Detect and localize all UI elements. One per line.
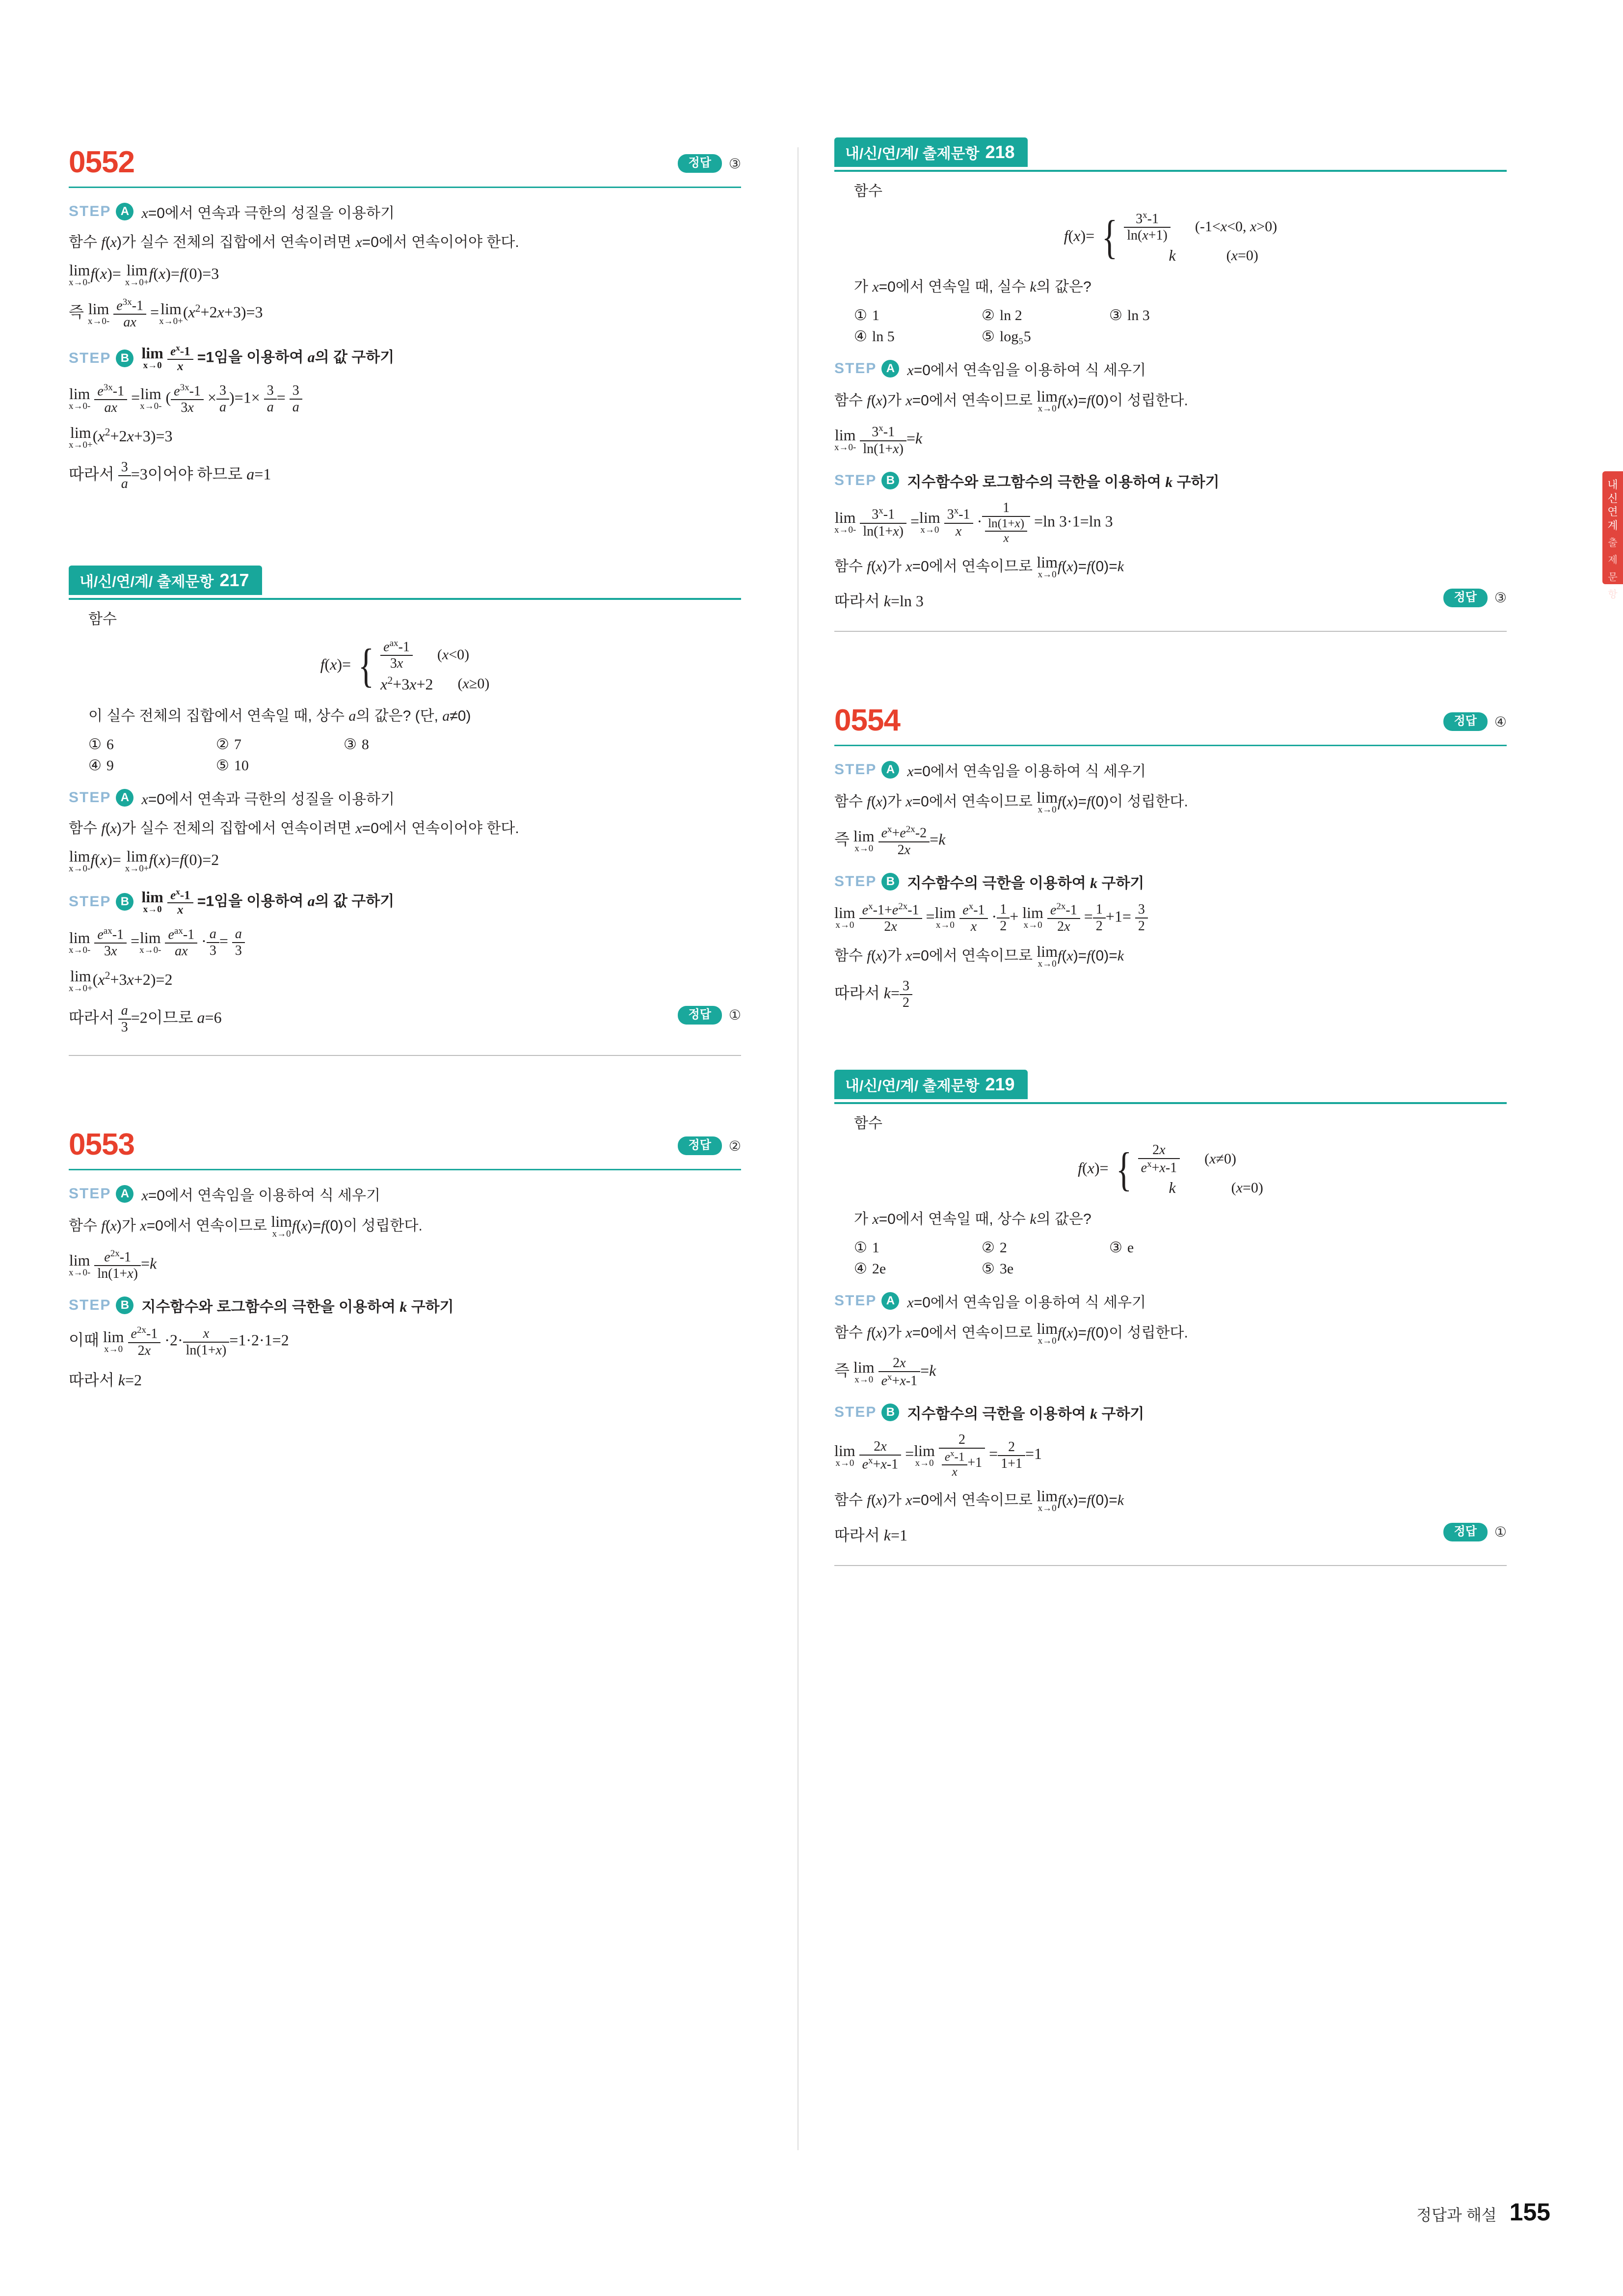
step-b-title: lim x→0 $\frac{e^x-1}{x}$ =1임을 이용하여 a의 값 구하기: [141, 887, 395, 917]
step-badge-b: B: [116, 350, 133, 367]
problem-number: 0554: [834, 703, 900, 738]
page-footer: [1416, 2198, 1550, 2226]
math-line: 따라서 k=2: [69, 1371, 142, 1389]
math-line: lim x→0- $\frac{3^x-1}{\ln(1+x)}$ = lim x→0 $\frac{3^x-1}{x}$ · $\frac{1}{\frac{\ln(1+x)}{x}}$ =ln 3·1=ln 3: [834, 500, 1113, 545]
step-a: [834, 759, 1507, 781]
math-line: lim x→0+ $(x^2+2x+3)=3$: [69, 423, 173, 450]
answer-badge: [1443, 712, 1507, 731]
hamsu-label: 함수: [88, 611, 117, 627]
page-number: 155: [1509, 2198, 1550, 2226]
choice-list: [854, 1239, 1507, 1277]
answer-badge: [678, 154, 741, 173]
step-badge-b: B: [881, 873, 899, 891]
step-label: STEP: [834, 472, 877, 488]
step-b-title: 지수함수와 로그함수의 극한을 이용하여 k 구하기: [141, 1299, 454, 1316]
naeshin-tag-text: 내/신/연/계/ 출제문항: [845, 146, 980, 162]
side-tab-sub-2: 제: [1608, 555, 1618, 566]
hamsu-label: 함수: [854, 1115, 882, 1132]
answer-badge: [678, 1136, 741, 1155]
section-rule: [834, 631, 1507, 632]
math-line: lim x→0 $\frac{2x}{e^x+x-1}$ = lim x→0 2 $\frac{e^x-1}{x}$ +1 = $\frac{2}{1+1}$ =1: [834, 1432, 1042, 1479]
answer-value: ③: [1494, 591, 1507, 606]
step-b-title: 지수함수의 극한을 이용하여 k 구하기: [907, 875, 1144, 891]
step-b: [834, 1402, 1507, 1423]
choice-item[interactable]: ③ 8: [344, 736, 369, 753]
math-line: lim x→0- $\frac{e^{3x}-1}{ax}$ = lim x→0- ( $\frac{e^{3x}-1}{3x}$ × $\frac{3}{a}$ )=1× $\frac{3}{a}$ = $\frac{3}{a}$: [69, 382, 741, 416]
naeshin-tag-text: 내/신/연/계/ 출제문항: [845, 1078, 980, 1094]
math-line: 이때 lim x→0 $\frac{e^{2x}-1}{2x}$ ·2· $\frac{x}{\ln(1+x)}$ =1·2·1=2: [69, 1325, 289, 1358]
step-b: [69, 887, 741, 917]
step-a: [69, 1183, 741, 1205]
text-line: 함수 f(x)가 x=0에서 연속이므로 lim x→0 f(x)=f(0)이 성립한다.: [834, 387, 1188, 414]
naeshin-tag-text: 내/신/연/계/ 출제문항: [80, 573, 214, 590]
choice-item[interactable]: ④ 2e: [854, 1261, 886, 1277]
step-badge-a: A: [116, 203, 133, 220]
step-badge-b: B: [881, 1404, 899, 1421]
left-column: [69, 147, 741, 1399]
side-tab-line-1: 내: [1607, 479, 1618, 491]
math-line: 즉 lim x→0 $\frac{e^x+e^{2x}-2}{2x}$ =k: [834, 824, 946, 858]
math-line: 즉 lim x→0- $\frac{e^{3x}-1}{ax}$ = lim x→0+ $(x^2+2x+3)=3$: [69, 297, 263, 330]
naeshin-tag: [69, 566, 262, 595]
choice-item[interactable]: ② ln 2: [982, 307, 1022, 324]
step-label: STEP: [69, 1297, 111, 1314]
math-line: 즉 lim x→0 $\frac{2x}{e^x+x-1}$ =k: [834, 1355, 936, 1389]
question-text: 이 실수 전체의 집합에서 연속일 때, 상수 a의 값은? (단, a≠0): [88, 707, 471, 724]
math-line: lim x→0- $\frac{e^{ax}-1}{3x}$ = lim x→0- $\frac{e^{ax}-1}{ax}$ · $\frac{a}{3}$ = $\frac{a}{3}$: [69, 926, 741, 959]
step-a: [834, 1290, 1507, 1312]
step-badge-b: B: [116, 893, 133, 911]
choice-item[interactable]: ③ e: [1109, 1240, 1134, 1256]
naeshin-tag-number: 218: [985, 142, 1015, 162]
function-definition: f(x)= { $\frac{e^{ax}-1}{3x}$ (x<0) $x^2+3x+2$ (x≥0): [320, 638, 490, 693]
right-column: [834, 142, 1507, 1566]
step-label: STEP: [69, 789, 111, 806]
answer-value: ③: [728, 156, 741, 171]
side-tab-line-3: 연: [1607, 506, 1618, 518]
answer-label: 정답: [1443, 712, 1488, 731]
question-text: 가 x=0에서 연속일 때, 실수 k의 값은?: [854, 279, 1091, 296]
text-line: 함수 f(x)가 x=0에서 연속이므로 lim x→0 f(x)=f(0)이 성립한다.: [69, 1213, 423, 1240]
solution-block-218: [834, 137, 1507, 632]
step-badge-b: B: [116, 1297, 133, 1314]
answer-label: 정답: [1443, 1523, 1488, 1541]
answer-value: ②: [728, 1138, 741, 1154]
step-b: [834, 871, 1507, 892]
text-line: 함수 f(x)가 실수 전체의 집합에서 연속이려면 x=0에서 연속이어야 한다.: [69, 234, 519, 250]
section-rule: [69, 1055, 741, 1056]
side-tab-line-2: 신: [1607, 492, 1618, 505]
step-a-title: x=0에서 연속임을 이용하여 식 세우기: [907, 1295, 1146, 1311]
answer-label: 정답: [678, 1136, 722, 1155]
section-rule: [834, 1565, 1507, 1566]
solution-block-0553: [69, 1130, 741, 1390]
math-line: 따라서 k=ln 3 정답 ③: [834, 589, 1507, 611]
footer-label: 정답과 해설: [1416, 2206, 1497, 2224]
solution-block-217: [69, 566, 741, 1056]
math-line: lim x→0- f(x)= lim x→0+ f(x)=f(0)=3: [69, 261, 219, 288]
step-a: [69, 201, 741, 222]
step-a-title: x=0에서 연속임을 이용하여 식 세우기: [907, 362, 1146, 379]
choice-item[interactable]: ① 1: [854, 1240, 879, 1256]
math-line: lim x→0- $\frac{3^x-1}{\ln(1+x)}$ =k: [834, 423, 923, 457]
step-a: [834, 358, 1507, 379]
step-badge-a: A: [881, 360, 899, 378]
solution-block-0552: [69, 147, 741, 492]
question-text: 가 x=0에서 연속일 때, 상수 k의 값은?: [854, 1211, 1091, 1228]
choice-item[interactable]: ④ ln 5: [854, 328, 895, 345]
math-line: 따라서 k=1 정답 ①: [834, 1523, 1507, 1545]
naeshin-tag-number: 217: [219, 569, 249, 590]
side-tab-sub-1: 출: [1608, 538, 1618, 548]
side-tab-sub-3: 문: [1608, 572, 1618, 583]
step-label: STEP: [834, 873, 877, 890]
choice-item[interactable]: ① 6: [88, 736, 114, 753]
step-label: STEP: [834, 761, 877, 778]
section-rule: [69, 187, 741, 188]
step-a: [69, 787, 741, 809]
math-line: 따라서 k= $\frac{3}{2}$: [834, 978, 1507, 1011]
naeshin-tag: [834, 137, 1028, 167]
math-line: lim x→0- $\frac{e^{2x}-1}{\ln(1+x)}$ =k: [69, 1248, 157, 1282]
section-rule: [834, 745, 1507, 746]
math-line: lim x→0 $\frac{e^x-1+e^{2x}-1}{2x}$ = lim x→0 $\frac{e^x-1}{x}$ · $\frac{1}{2}$ + lim x→0 $\frac{e^{2x}-1}{2x}$ = $\frac{1}{2}$ +1= $\frac{3}{2}$: [834, 901, 1507, 935]
choice-item[interactable]: ⑤ log₅5: [982, 328, 1031, 345]
answer-label: 정답: [678, 154, 722, 173]
step-label: STEP: [69, 1186, 111, 1202]
answer-label: 정답: [678, 1006, 722, 1025]
side-tab-naeshin: [1602, 471, 1623, 600]
math-line: lim x→0- f(x)= lim x→0+ f(x)=f(0)=2: [69, 847, 219, 874]
section-rule: [834, 1102, 1507, 1104]
step-label: STEP: [69, 893, 111, 910]
naeshin-tag: [834, 1070, 1028, 1099]
step-label: STEP: [834, 360, 877, 377]
answer-label: 정답: [1443, 589, 1488, 607]
choice-list: [854, 307, 1507, 345]
answer-value: ①: [1494, 1524, 1507, 1540]
step-label: STEP: [69, 203, 111, 219]
step-a-title: x=0에서 연속임을 이용하여 식 세우기: [907, 763, 1146, 780]
answer-value: ④: [1494, 714, 1507, 729]
step-b-title: lim x→0 $\frac{e^x-1}{x}$ =1임을 이용하여 a의 값 구하기: [141, 343, 395, 373]
step-label: STEP: [69, 350, 111, 366]
math-line: lim x→0+ $(x^2+3x+2)=2$: [69, 967, 173, 994]
step-b-title: 지수함수의 극한을 이용하여 k 구하기: [907, 1406, 1144, 1423]
step-a-title: x=0에서 연속임을 이용하여 식 세우기: [141, 1188, 380, 1204]
text-line: 함수 f(x)가 x=0에서 연속이므로 lim x→0 f(x)=f(0)=k: [834, 553, 1124, 580]
solution-block-219: [834, 1070, 1507, 1566]
step-label: STEP: [834, 1293, 877, 1309]
hamsu-label: 함수: [854, 183, 882, 199]
step-badge-a: A: [116, 789, 133, 807]
choice-list: [88, 736, 741, 774]
step-badge-a: A: [881, 761, 899, 779]
text-line: 함수 f(x)가 x=0에서 연속이므로 lim x→0 f(x)=f(0)이 성립한다.: [834, 788, 1188, 815]
naeshin-tag-number: 219: [985, 1074, 1015, 1094]
text-line: 함수 f(x)가 x=0에서 연속이므로 lim x→0 f(x)=f(0)=k: [834, 942, 1124, 969]
text-line: 함수 f(x)가 실수 전체의 집합에서 연속이려면 x=0에서 연속이어야 한다.: [69, 820, 519, 837]
step-a-title: x=0에서 연속과 극한의 성질을 이용하기: [141, 791, 395, 808]
text-line: 함수 f(x)가 x=0에서 연속이므로 lim x→0 f(x)=f(0)이 성립한다.: [834, 1320, 1188, 1347]
problem-number: 0553: [69, 1128, 134, 1162]
choice-item[interactable]: ③ ln 3: [1109, 307, 1150, 324]
problem-number: 0552: [69, 145, 134, 179]
step-badge-b: B: [881, 472, 899, 489]
function-definition: f(x)= { $\frac{2x}{e^x+x-1}$ (x≠0) k (x=0): [1078, 1142, 1263, 1197]
step-b: [834, 470, 1507, 491]
text-line: 함수 f(x)가 x=0에서 연속이므로 lim x→0 f(x)=f(0)=k: [834, 1486, 1124, 1513]
section-rule: [69, 1169, 741, 1170]
choice-item[interactable]: ② 7: [216, 736, 241, 753]
step-badge-a: A: [881, 1292, 899, 1310]
step-b-title: 지수함수와 로그함수의 극한을 이용하여 k 구하기: [907, 474, 1220, 490]
math-line: 따라서 $\frac{3}{a}$ =3이어야 하므로 a=1: [69, 459, 271, 491]
function-definition: f(x)= { $\frac{3^x-1}{\ln(x+1)}$ (-1<x<0, x>0) k (x=0): [1064, 210, 1277, 265]
section-rule: [834, 170, 1507, 172]
choice-item[interactable]: ⑤ 10: [216, 757, 249, 774]
math-line: 따라서 $\frac{a}{3}$ =2이므로 a=6 정답 ①: [69, 1003, 741, 1035]
solution-block-0554: [834, 705, 1507, 1010]
section-rule: [69, 598, 741, 600]
choice-item[interactable]: ② 2: [982, 1240, 1007, 1256]
step-b: [69, 1295, 741, 1316]
choice-item[interactable]: ① 1: [854, 307, 879, 324]
side-tab-sub-4: 항: [1608, 589, 1618, 600]
choice-item[interactable]: ⑤ 3e: [982, 1261, 1014, 1277]
side-tab-line-4: 계: [1607, 519, 1618, 532]
answer-value: ①: [728, 1008, 741, 1024]
choice-item[interactable]: ④ 9: [88, 757, 114, 774]
step-label: STEP: [834, 1404, 877, 1421]
step-a-title: x=0에서 연속과 극한의 성질을 이용하기: [141, 205, 395, 221]
step-badge-a: A: [116, 1185, 133, 1203]
step-b: [69, 343, 741, 373]
